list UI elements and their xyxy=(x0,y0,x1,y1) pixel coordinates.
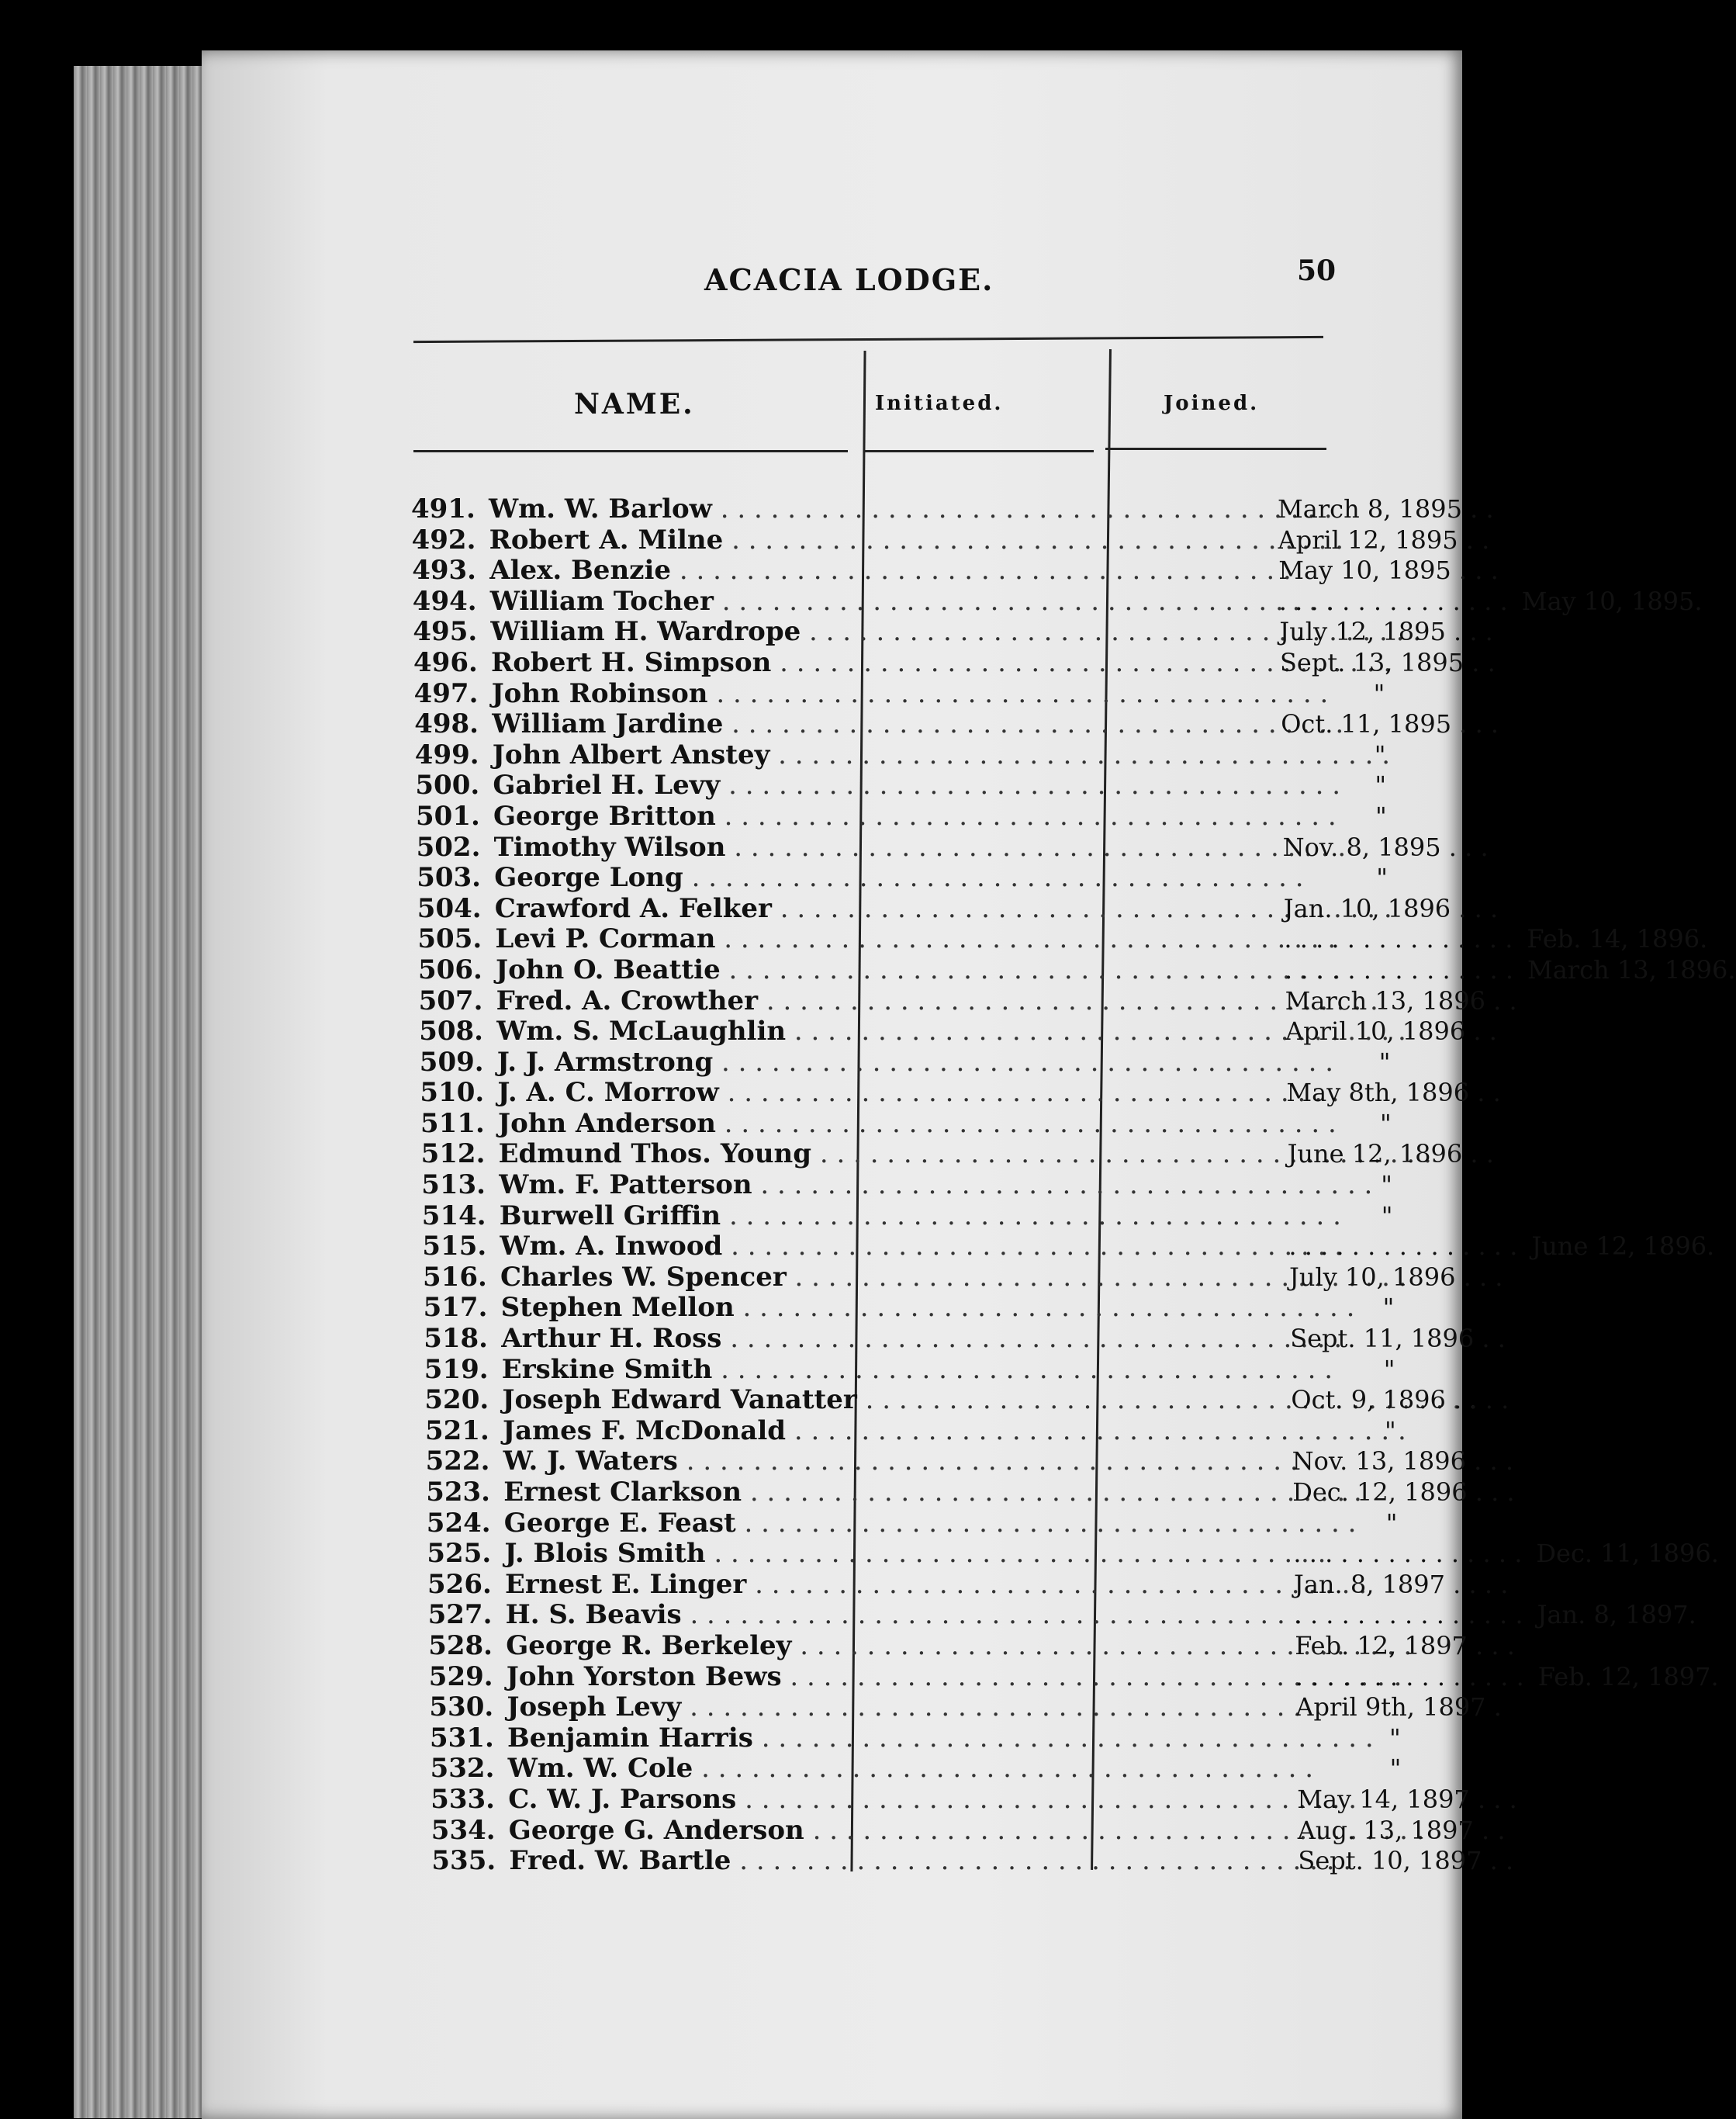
member-number: 493. xyxy=(412,555,477,587)
initiated-date: " xyxy=(1375,770,1387,801)
member-number: 507. xyxy=(418,985,483,1016)
member-number: 497. xyxy=(413,677,479,709)
member-number: 510. xyxy=(420,1077,485,1109)
member-name: Gabriel H. Levy . . . xyxy=(493,770,1272,802)
initiated-date: May 14, 1897 . . . xyxy=(1297,1784,1517,1814)
initiated-date: April 9th, 1897 . xyxy=(1295,1692,1502,1723)
member-number: 492. xyxy=(411,524,476,556)
column-header-rule-name xyxy=(413,450,848,452)
member-number: 494. xyxy=(412,585,477,617)
member-name: Wm. S. McLaughlin . . . xyxy=(496,1016,1276,1047)
initiated-date: March 8, 1895 . . xyxy=(1278,494,1494,524)
table-row xyxy=(420,1077,1501,1109)
table-row xyxy=(417,862,1388,894)
member-name: Arthur H. Ross . . . xyxy=(501,1324,1281,1355)
member-name: James F. McDonald . . . xyxy=(503,1416,1282,1447)
initiated-date: Jan. 10, 1896 . . . xyxy=(1283,893,1499,923)
table-row xyxy=(427,1568,1509,1601)
table-row xyxy=(425,1414,1396,1447)
member-number: 501. xyxy=(416,800,480,832)
member-number: 517. xyxy=(423,1292,488,1324)
table-row xyxy=(411,524,1490,556)
member-number: 519. xyxy=(424,1353,489,1385)
member-name: George G. Anderson . . . xyxy=(509,1816,1288,1847)
column-header-initiated: Initiated. xyxy=(875,392,1004,415)
initiated-date: " xyxy=(1382,1293,1395,1323)
column-header-rule-joined xyxy=(1105,448,1326,450)
table-row xyxy=(412,585,1703,618)
table-row xyxy=(431,1814,1506,1847)
initiated-date: Feb. 12, 1897 . . . xyxy=(1295,1630,1515,1660)
member-name: Timothy Wilson . . . xyxy=(494,833,1274,864)
member-number: 515. xyxy=(422,1231,487,1262)
initiated-date: April 12, 1895 . . xyxy=(1278,525,1490,555)
member-number: 524. xyxy=(426,1507,491,1539)
initiated-date: " xyxy=(1380,1108,1392,1138)
table-row xyxy=(423,1261,1503,1293)
table-row xyxy=(426,1507,1398,1539)
table-row xyxy=(421,1200,1393,1232)
table-row xyxy=(424,1384,1509,1416)
member-name: Robert A. Milne . . . xyxy=(489,525,1269,556)
member-number: 502. xyxy=(416,831,481,863)
member-number: 513. xyxy=(421,1169,486,1201)
member-number: 511. xyxy=(420,1107,485,1139)
member-number: 498. xyxy=(414,708,479,740)
member-number: 522. xyxy=(425,1446,490,1477)
column-header-joined: Joined. xyxy=(1164,392,1260,415)
member-name: George Long . . . xyxy=(494,863,1274,894)
table-row xyxy=(416,800,1387,833)
member-name: J. Blois Smith . . . xyxy=(504,1539,1284,1570)
member-number: 514. xyxy=(421,1200,486,1231)
initiated-date: " xyxy=(1383,1354,1395,1384)
table-row xyxy=(414,739,1386,771)
initiated-date: Nov. 13, 1896 . . . xyxy=(1292,1446,1514,1477)
member-name: John O. Beattie . . . xyxy=(496,955,1275,986)
member-number: 499. xyxy=(414,739,479,770)
initiated-date: " xyxy=(1374,739,1386,770)
member-number: 508. xyxy=(419,1016,484,1047)
table-row xyxy=(421,1169,1392,1201)
member-number: 512. xyxy=(420,1138,486,1170)
table-row xyxy=(431,1783,1517,1816)
member-number: 531. xyxy=(430,1722,494,1754)
table-row xyxy=(426,1477,1515,1508)
initiated-date: " xyxy=(1381,1200,1393,1231)
joined-date: May 10, 1895. xyxy=(1521,586,1703,616)
initiated-date: Nov. 8, 1895 . . . xyxy=(1282,832,1489,862)
member-name: George E. Feast . . . xyxy=(504,1508,1284,1539)
initiated-date: " xyxy=(1385,1415,1396,1446)
member-number: 527. xyxy=(427,1599,493,1631)
member-number: 504. xyxy=(417,892,482,924)
initiated-date: " xyxy=(1378,1047,1391,1077)
table-row xyxy=(417,923,1708,955)
initiated-date: . . . . . . . . . . . . . . . xyxy=(1285,954,1513,985)
member-name: Stephen Mellon . . . xyxy=(501,1293,1281,1324)
member-name: Levi P. Corman . . . xyxy=(495,924,1274,955)
initiated-date: . . . . . . . . . . . . . . . xyxy=(1288,1231,1518,1262)
member-number: 530. xyxy=(429,1691,494,1723)
initiated-date: Sept. 13, 1895 . . xyxy=(1280,647,1496,677)
page-title: ACACIA LODGE. xyxy=(704,262,994,297)
page-number: 50 xyxy=(1297,254,1337,287)
table-row xyxy=(428,1660,1719,1693)
table-row xyxy=(422,1231,1715,1262)
initiated-date: " xyxy=(1375,801,1387,831)
member-name: Joseph Edward Vanatter . . . xyxy=(502,1385,1281,1416)
table-row xyxy=(416,831,1489,864)
table-row xyxy=(419,1046,1391,1079)
member-name: Wm. A. Inwood . . . xyxy=(500,1231,1279,1262)
table-row xyxy=(430,1722,1401,1754)
member-number: 534. xyxy=(431,1814,496,1846)
member-name: Erskine Smith . . . xyxy=(502,1355,1281,1386)
table-row xyxy=(415,770,1387,802)
table-row xyxy=(424,1353,1395,1386)
initiated-date: " xyxy=(1376,863,1388,893)
member-number: 532. xyxy=(430,1753,495,1785)
table-row xyxy=(428,1629,1515,1662)
member-name: John Robinson . . . xyxy=(492,679,1271,710)
initiated-date: March 13, 1896 . . xyxy=(1285,985,1517,1016)
initiated-date: June 12, 1896 . . xyxy=(1287,1139,1494,1169)
table-row xyxy=(423,1292,1395,1324)
table-row xyxy=(413,677,1385,710)
column-header-rule-initiated xyxy=(865,450,1094,452)
member-name: Fred. W. Bartle . . . xyxy=(509,1846,1288,1877)
initiated-date: April 10, 1896 . . xyxy=(1285,1016,1497,1047)
member-number: 523. xyxy=(426,1477,491,1508)
initiated-date: . . . . . . . . . . . . . . . xyxy=(1293,1539,1523,1569)
member-name: Wm. F. Patterson . . . xyxy=(499,1170,1278,1201)
member-name: Edmund Thos. Young . . . xyxy=(499,1139,1278,1170)
member-number: 518. xyxy=(424,1323,489,1355)
member-name: John Anderson . . . xyxy=(498,1109,1278,1140)
table-row xyxy=(412,555,1499,587)
table-row xyxy=(418,985,1517,1017)
member-number: 535. xyxy=(431,1845,496,1877)
initiated-date: . . . . . . . . . . . . . . . xyxy=(1278,586,1508,616)
member-name: John Yorston Bews . . . xyxy=(507,1662,1286,1693)
initiated-date: May 8th, 1896 . . xyxy=(1286,1078,1501,1108)
initiated-date: Oct. 11, 1895 . . . xyxy=(1281,709,1499,739)
member-name: William Jardine . . . xyxy=(492,709,1271,740)
register-table xyxy=(411,493,1736,1877)
member-number: 533. xyxy=(431,1783,496,1815)
table-row xyxy=(425,1446,1514,1477)
member-name: Joseph Levy . . . xyxy=(507,1692,1286,1723)
table-row xyxy=(413,646,1496,679)
table-row xyxy=(424,1323,1506,1355)
initiated-date: . . . . . . . . . . . . . . . xyxy=(1294,1600,1523,1630)
table-row xyxy=(420,1107,1392,1140)
member-name: George Britton . . . xyxy=(493,802,1273,833)
member-name: Alex. Benzie . . . xyxy=(489,556,1269,587)
column-header-name: NAME. xyxy=(574,388,695,421)
table-row xyxy=(418,954,1736,986)
table-row xyxy=(431,1845,1514,1877)
member-number: 506. xyxy=(418,954,482,985)
initiated-date: July 10, 1896 . . . xyxy=(1289,1262,1503,1292)
joined-date: Feb. 14, 1896. xyxy=(1527,924,1708,954)
member-name: H. S. Beavis . . . xyxy=(506,1600,1285,1631)
initiated-date: . . . . . . . . . . . . . . . xyxy=(1284,924,1513,954)
table-row xyxy=(419,1016,1497,1047)
member-number: 505. xyxy=(417,923,482,955)
member-number: 516. xyxy=(423,1261,487,1293)
table-row xyxy=(411,493,1494,525)
member-name: George R. Berkeley . . . xyxy=(506,1631,1285,1662)
member-number: 528. xyxy=(428,1629,493,1661)
initiated-date: Aug. 13, 1897 . . xyxy=(1297,1815,1506,1845)
member-number: 509. xyxy=(419,1046,484,1078)
table-row xyxy=(427,1599,1696,1631)
member-name: C. W. J. Parsons . . . xyxy=(508,1785,1288,1816)
initiated-date: " xyxy=(1373,678,1385,708)
table-row xyxy=(429,1691,1502,1723)
member-name: William Tocher . . . xyxy=(490,587,1270,618)
initiated-date: May 10, 1895 . . . xyxy=(1278,556,1499,586)
joined-date: March 13, 1896. xyxy=(1527,954,1736,985)
initiated-date: " xyxy=(1389,1754,1402,1784)
member-name: John Albert Anstey . . . xyxy=(493,740,1272,771)
member-number: 520. xyxy=(424,1384,489,1416)
member-name: Robert H. Simpson . . . xyxy=(491,648,1271,679)
member-number: 529. xyxy=(428,1660,493,1692)
member-name: J. J. Armstrong . . . xyxy=(497,1047,1277,1079)
table-row xyxy=(430,1753,1402,1785)
initiated-date: Jan. 8, 1897 . . . . xyxy=(1294,1569,1509,1599)
initiated-date: . . . . . . . . . . . . . . . xyxy=(1295,1661,1524,1691)
joined-date: June 12, 1896. xyxy=(1531,1231,1715,1262)
joined-date: Feb. 12, 1897. xyxy=(1537,1661,1719,1691)
member-name: Ernest Clarkson . . . xyxy=(503,1477,1283,1508)
member-number: 521. xyxy=(425,1414,489,1446)
table-row xyxy=(414,708,1499,740)
joined-date: Dec. 11, 1896. xyxy=(1536,1539,1719,1569)
table-row xyxy=(417,892,1499,925)
member-name: Crawford A. Felker . . . xyxy=(495,894,1274,925)
member-name: J. A. C. Morrow . . . xyxy=(497,1078,1277,1109)
member-name: William H. Wardrope . . . xyxy=(490,617,1270,648)
member-name: Charles W. Spencer . . . xyxy=(500,1262,1280,1293)
table-row xyxy=(413,616,1493,648)
initiated-date: " xyxy=(1385,1508,1398,1538)
initiated-date: Dec. 12, 1896 . . . xyxy=(1292,1477,1515,1507)
member-name: Wm. W. Barlow . . . xyxy=(489,494,1268,525)
joined-date: Jan. 8, 1897. xyxy=(1537,1600,1696,1630)
initiated-date: July 12, 1895 . . . xyxy=(1279,617,1493,647)
member-name: Burwell Griffin . . . xyxy=(500,1201,1279,1232)
member-number: 526. xyxy=(427,1568,492,1600)
member-name: Ernest E. Linger . . . xyxy=(505,1570,1285,1601)
initiated-date: " xyxy=(1389,1723,1401,1753)
initiated-date: Oct. 9, 1896 . . . . xyxy=(1291,1385,1509,1415)
member-number: 500. xyxy=(415,770,480,802)
member-number: 495. xyxy=(413,616,478,648)
member-name: Wm. W. Cole . . . xyxy=(508,1754,1288,1785)
member-name: W. J. Waters . . . xyxy=(503,1446,1283,1477)
initiated-date: Sept. 10, 1897 . . xyxy=(1298,1846,1514,1876)
member-number: 525. xyxy=(427,1538,492,1570)
member-name: Fred. A. Crowther . . . xyxy=(496,986,1276,1017)
member-name: Benjamin Harris . . . xyxy=(507,1723,1287,1754)
initiated-date: Sept. 11, 1896 . . xyxy=(1290,1324,1506,1354)
table-row xyxy=(427,1538,1719,1570)
initiated-date: " xyxy=(1381,1170,1392,1200)
table-row xyxy=(420,1138,1494,1170)
member-number: 491. xyxy=(411,493,475,525)
member-number: 503. xyxy=(417,862,482,894)
member-number: 496. xyxy=(413,646,478,678)
